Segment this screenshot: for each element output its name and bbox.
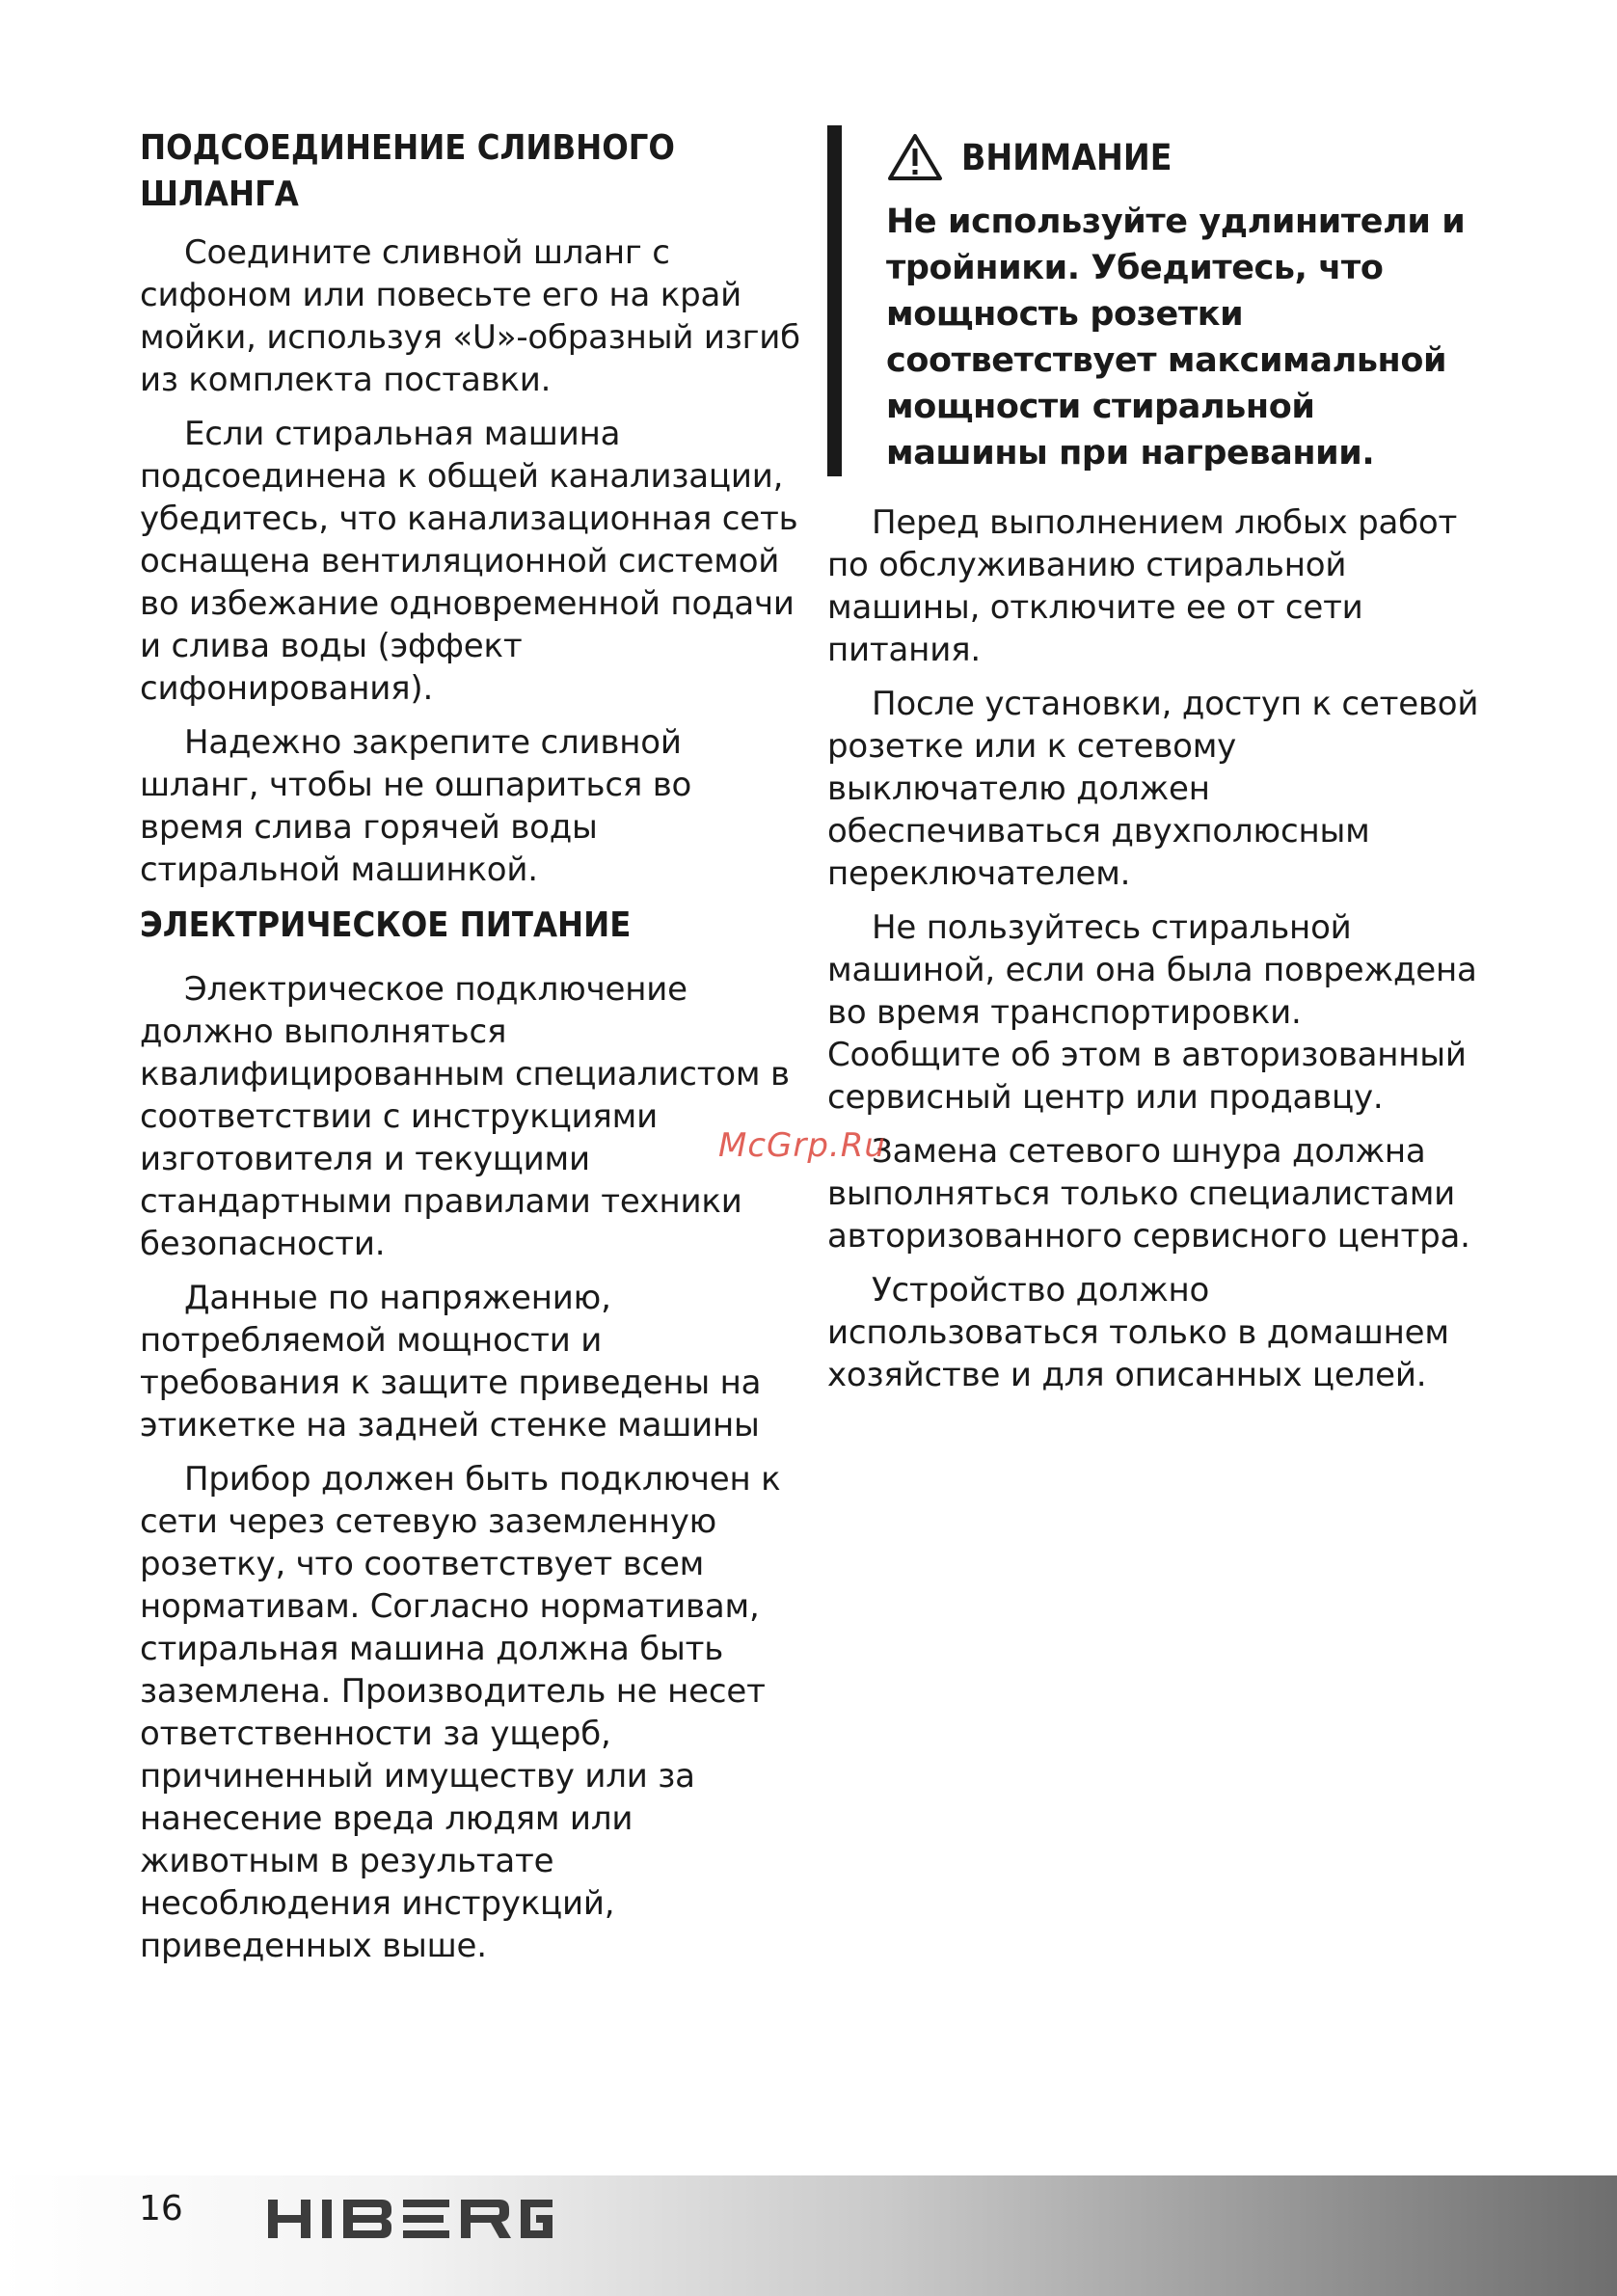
warning-title: ВНИМАНИЕ (961, 136, 1172, 178)
warning-header (886, 125, 1483, 189)
paragraph: Устройство должно использоваться только в домашнем хозяйстве и для описанных целей. (827, 1271, 1449, 1394)
left-column (140, 125, 805, 1979)
brand-name (268, 2198, 552, 2240)
heading-electric-power: ЭЛЕКТРИЧЕСКОЕ ПИТАНИЕ (140, 905, 632, 945)
paragraph: Замена сетевого шнура должна выполняться только специалистами авторизованного сервисного центра. (827, 1132, 1470, 1256)
paragraph: Если стиральная машина подсоединена к общей канализации, убедитесь, что канализационная сеть оснащена вентиляционной системой во избежание одновременной подачи и слива воды (эффект сифонирования). (140, 415, 798, 708)
paragraph: После установки, доступ к сетевой розетке или к сетевому выключателю должен обеспечиваться двухполюсным переключателем. (827, 685, 1479, 893)
paragraph: Перед выполнением любых работ по обслуживанию стиральной машины, отключите ее от сети питания. (827, 503, 1458, 669)
page-number: 16 (139, 2189, 183, 2228)
warning-triangle-icon (886, 132, 944, 182)
warning-text: Не используйте удлинители и тройники. Убедитесь, что мощность розетки соответствует максимальной мощности стиральной машины при нагревании. (886, 203, 1466, 473)
paragraph: Электрическое подключение должно выполняться квалифицированным специалистом в соответствии с инструкциями изготовителя и текущими стандартными правилами техники безопасности. (140, 970, 790, 1263)
paragraph: Прибор должен быть подключен к сети через сетевую заземленную розетку, что соответствует всем нормативам. Согласно нормативам, стиральная машина должна быть заземлена. Производитель не несет ответственности за ущерб, причиненный имуществу или за нанесение вреда людям или животным в результате несоблюдения инструкций, приведенных выше. (140, 1460, 781, 1965)
right-column (827, 125, 1483, 1408)
paragraph: Данные по напряжению, потребляемой мощности и требования к защите приведены на этикетке на задней стенке машины (140, 1279, 762, 1445)
page-footer (0, 2175, 1617, 2296)
heading-drain-hose: ПОДСОЕДИНЕНИЕ СЛИВНОГО ШЛАНГА (140, 128, 675, 214)
paragraph: Не пользуйтесь стиральной машиной, если она была повреждена во время транспортировки. Сообщите об этом в авторизованный сервисный центр или продавцу. (827, 908, 1477, 1117)
paragraph: Соедините сливной шланг с сифоном или повесьте его на край мойки, используя «U»-образный изгиб из комплекта поставки. (140, 233, 800, 399)
warning-box (827, 125, 1483, 476)
watermark: McGrp.Ru (718, 1126, 886, 1165)
paragraph: Надежно закрепите сливной шланг, чтобы не ошпариться во время слива горячей воды стиральной машинкой. (140, 723, 692, 889)
